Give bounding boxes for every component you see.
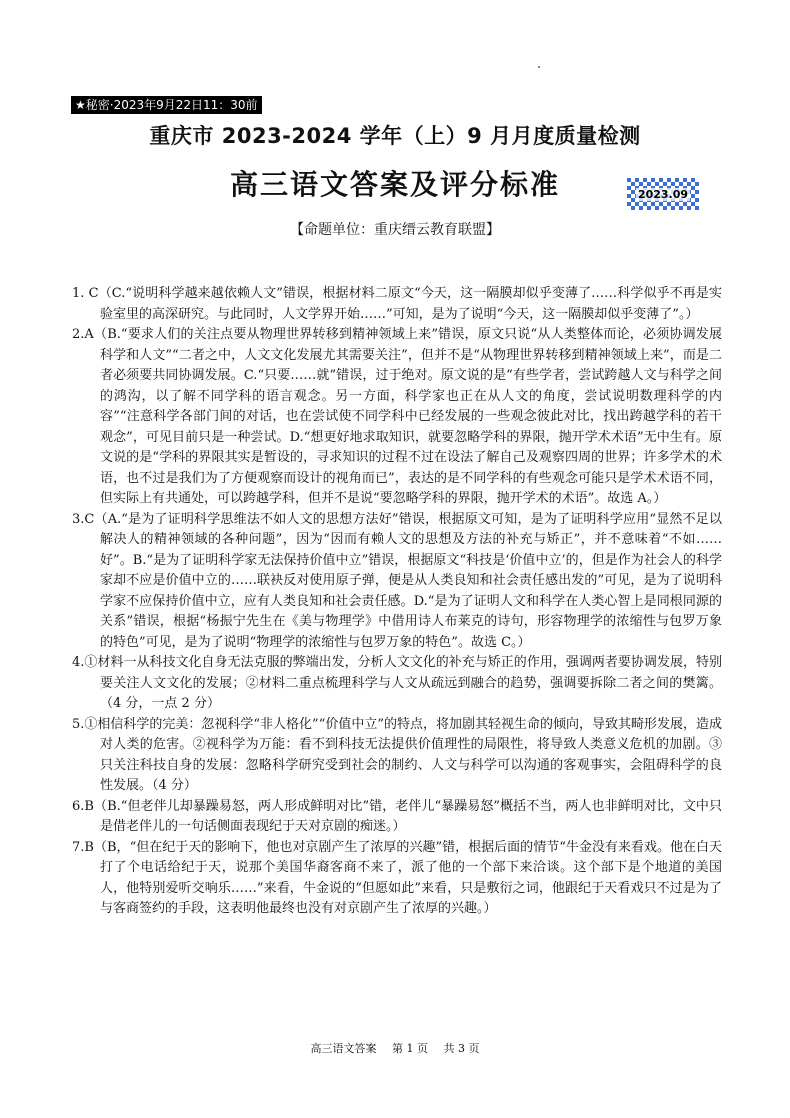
answer-number: 4. — [72, 655, 85, 670]
answer-item — [72, 838, 722, 920]
answer-text: ①材料一从科技文化自身无法克服的弊端出发，分析人文文化的补充与矫正的作用，强调两者要协调发展，特别要关注人文文化的发展；②材料二重点梳理科学与人文从疏远到融合的趋势，强调要拆除二者之间的樊篱。（4 分，一点 2 分） — [84, 655, 722, 711]
footer-page-number: 第 1 页 — [392, 1042, 428, 1055]
date-stamp — [627, 178, 699, 210]
document-title: 高三语文答案及评分标准 — [229, 168, 560, 201]
answer-number: 1. C — [72, 286, 99, 301]
answer-text: （B.“但老伴儿却暴躁易怒，两人形成鲜明对比”错，老伴儿“暴躁易怒”概括不当，两人也非鲜明对比，文中只是借老伴儿的一句话侧面表现纪于天对京剧的痴迷。） — [93, 798, 722, 834]
answer-item — [72, 325, 722, 510]
answer-number: 2.A — [72, 327, 94, 342]
answer-text: （B，“但在纪于天的影响下，他也对京剧产生了浓厚的兴趣”错，根据后面的情节“牛金没有来看戏。他在白天打了个电话给纪于天，说那个美国华裔客商不来了，派了他的一个部下来洽谈。这个部下是个地道的美国人，他特别爱听交响乐……”来看，牛金说的“但愿如此”来看，只是敷衍之词，他跟纪于天看戏只不过是为了与客商签约的手段，这表明他最终也没有对京剧产生了浓厚的兴趣。） — [93, 839, 722, 916]
organizer-line: 【命题单位：重庆缙云教育联盟】 — [290, 222, 500, 238]
page-footer — [0, 1040, 790, 1056]
answer-item — [72, 284, 722, 325]
answer-number: 3.C — [72, 511, 95, 527]
answer-number: 7.B — [72, 839, 94, 855]
answer-number: 6.B — [72, 798, 94, 814]
scan-speck — [538, 66, 540, 68]
answer-list — [72, 284, 722, 920]
answer-text: （A.“是为了证明科学思维法不如人文的思想方法好”错误，根据原文可知，是为了证明科学应用“显然不足以解决人的精神领域的各种问题”，因为“因而有赖人文的思想及方法的补充与矫正”，并不意味着“不如……好”。B.“是为了证明科学家无法保持价值中立”错误，根据原文“科技是‘价值中立’的，但是作为社会人的科学家却不应是价值中立的……联袂反对使用原子弹，便是从人类良知和社会责任感出发的”可见，是为了说明科学家不应保持价值中立，应有人类良知和社会责任感。D.“是为了证明人文和科学在人类心智上是同根同源的关系”错误，根据“杨振宁先生在《美与物理学》中借用诗人布莱克的诗句，形容物理学的浓缩性与包罗万象的特色”可见，是为了说明“物理学的浓缩性与包罗万象的特色”。故选 C。） — [94, 511, 722, 650]
answer-text: （B.“要求人们的关注点要从物理世界转移到精神领域上来”错误，原文只说“从人类整体而论，必须协调发展科学和人文”“二者之中，人文文化发展尤其需要关注”，但并不是“从物理世界转移到精神领域上来”，而是二者必须要共同协调发展。C.“只要……就”错误，过于绝对。原文说的是“有些学者，尝试跨越人文与科学之间的鸿沟，以了解不同学科的语言观念。另一方面，科学家也正在从人文的角度，尝试说明数理科学的内容”“注意科学各部门间的对话，也在尝试使不同学科中已经发展的一些观念彼此对比，找出跨越学科的若干观念”，可见目前只是一种尝试。D.“想更好地求取知识，就要忽略学科的界限，抛开学术术语”无中生有。原文说的是“学科的界限其实是暂设的，寻求知识的过程不过在设法了解自己及观察四周的世界；许多学术的术语，也不过是我们为了方便观察而设计的视角而已”，表达的是不同学科的有些观念可能只是学术术语不同，但实际上有共通处，可以跨越学科，但并不是说“要忽略学科的界限，抛开学术的术语”。故选 A。） — [93, 327, 722, 506]
answer-item — [72, 797, 722, 838]
answer-item — [72, 715, 722, 797]
footer-doc-name: 高三语文答案 — [310, 1042, 377, 1055]
confidential-label: ★秘密·2023年9月22日11：30前 — [71, 96, 262, 114]
answer-number: 5. — [72, 716, 85, 732]
answer-item — [72, 653, 722, 715]
answer-item — [72, 510, 722, 654]
footer-total-pages: 共 3 页 — [443, 1042, 480, 1055]
exam-title: 重庆市 2023-2024 学年（上）9 月月度质量检测 — [149, 124, 641, 148]
answer-text: （C.“说明科学越来越依赖人文”错误，根据材料二原文“今天，这一隔膜却似乎变薄了……科学似乎不再是实验室里的高深研究。与此同时，人文学界开始……”可知，是为了说明“今天，这一隔膜却似乎变薄了”。） — [98, 286, 722, 322]
answer-text: ①相信科学的完美：忽视科学“非人格化”“价值中立”的特点，将加剧其轻视生命的倾向，导致其畸形发展，造成对人类的危害。②视科学为万能：看不到科技无法提供价值理性的局限性，将导致人类意义危机的加剧。③只关注科技自身的发展：忽略科学研究受到社会的制约、人文与科学可以沟通的客观事实，会阻碍科学的良性发展。（4 分） — [84, 716, 722, 793]
date-stamp-text: 2023.09 — [637, 187, 689, 201]
